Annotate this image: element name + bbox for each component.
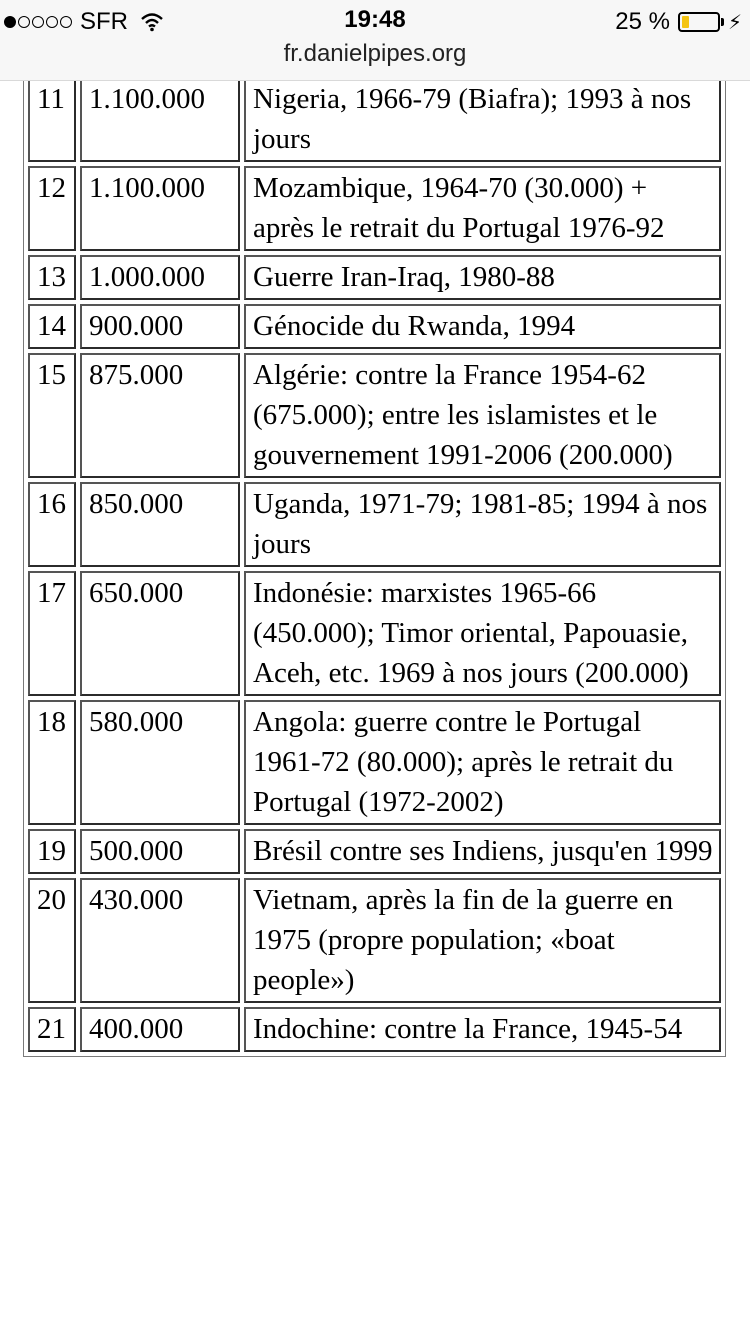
description-cell: Brésil contre ses Indiens, jusqu'en 1999 (244, 829, 721, 874)
rank-cell: 16 (28, 482, 76, 567)
table-row (28, 81, 721, 162)
deaths-cell: 1.000.000 (80, 255, 240, 300)
rank-cell: 13 (28, 255, 76, 300)
battery-fill (682, 16, 690, 28)
description-cell: Angola: guerre contre le Portugal 1961-72 (80.000); après le retrait du Portugal (1972-2002) (244, 700, 721, 825)
table-row (28, 878, 721, 1003)
status-bar (0, 0, 750, 81)
deaths-cell: 580.000 (80, 700, 240, 825)
rank-cell: 11 (28, 81, 76, 162)
deaths-cell: 1.100.000 (80, 81, 240, 162)
description-cell: Nigeria, 1966-79 (Biafra); 1993 à nos jours (244, 81, 721, 162)
description-cell: Indochine: contre la France, 1945-54 (244, 1007, 721, 1052)
description-cell: Mozambique, 1964-70 (30.000) + après le retrait du Portugal 1976-92 (244, 166, 721, 251)
rank-cell: 20 (28, 878, 76, 1003)
table-row (28, 829, 721, 874)
deaths-cell: 500.000 (80, 829, 240, 874)
battery-tip (721, 18, 724, 26)
deaths-cell: 650.000 (80, 571, 240, 696)
deaths-cell: 1.100.000 (80, 166, 240, 251)
description-cell: Algérie: contre la France 1954-62 (675.000); entre les islamistes et le gouvernement 1991-2006 (200.000) (244, 353, 721, 478)
carrier-name: SFR (80, 8, 128, 35)
charging-bolt-icon: ⚡︎ (727, 11, 742, 34)
description-cell: Génocide du Rwanda, 1994 (244, 304, 721, 349)
battery-percent: 25 % (615, 8, 670, 35)
deaths-cell: 400.000 (80, 1007, 240, 1052)
battery-icon (678, 12, 720, 32)
address-bar-url[interactable]: fr.danielpipes.org (283, 40, 467, 67)
page-content (0, 81, 750, 1334)
rank-cell: 14 (28, 304, 76, 349)
table-row (28, 255, 721, 300)
table-row (28, 700, 721, 825)
rank-cell: 15 (28, 353, 76, 478)
conflicts-table (23, 81, 726, 1057)
rank-cell: 21 (28, 1007, 76, 1052)
description-cell: Vietnam, après la fin de la guerre en 1975 (propre population; «boat people») (244, 878, 721, 1003)
description-cell: Indonésie: marxistes 1965-66 (450.000); Timor oriental, Papouasie, Aceh, etc. 1969 à nos jours (200.000) (244, 571, 721, 696)
deaths-cell: 875.000 (80, 353, 240, 478)
deaths-cell: 430.000 (80, 878, 240, 1003)
deaths-cell: 850.000 (80, 482, 240, 567)
table-row (28, 571, 721, 696)
table-row (28, 304, 721, 349)
description-cell: Guerre Iran-Iraq, 1980-88 (244, 255, 721, 300)
table-row (28, 482, 721, 567)
description-cell: Uganda, 1971-79; 1981-85; 1994 à nos jours (244, 482, 721, 567)
rank-cell: 17 (28, 571, 76, 696)
table-row (28, 1007, 721, 1052)
conflicts-table-body (28, 81, 721, 1052)
table-row (28, 166, 721, 251)
status-time: 19:48 (344, 6, 406, 33)
battery-indicator (615, 8, 742, 36)
deaths-cell: 900.000 (80, 304, 240, 349)
rank-cell: 18 (28, 700, 76, 825)
rank-cell: 19 (28, 829, 76, 874)
table-row (28, 353, 721, 478)
rank-cell: 12 (28, 166, 76, 251)
